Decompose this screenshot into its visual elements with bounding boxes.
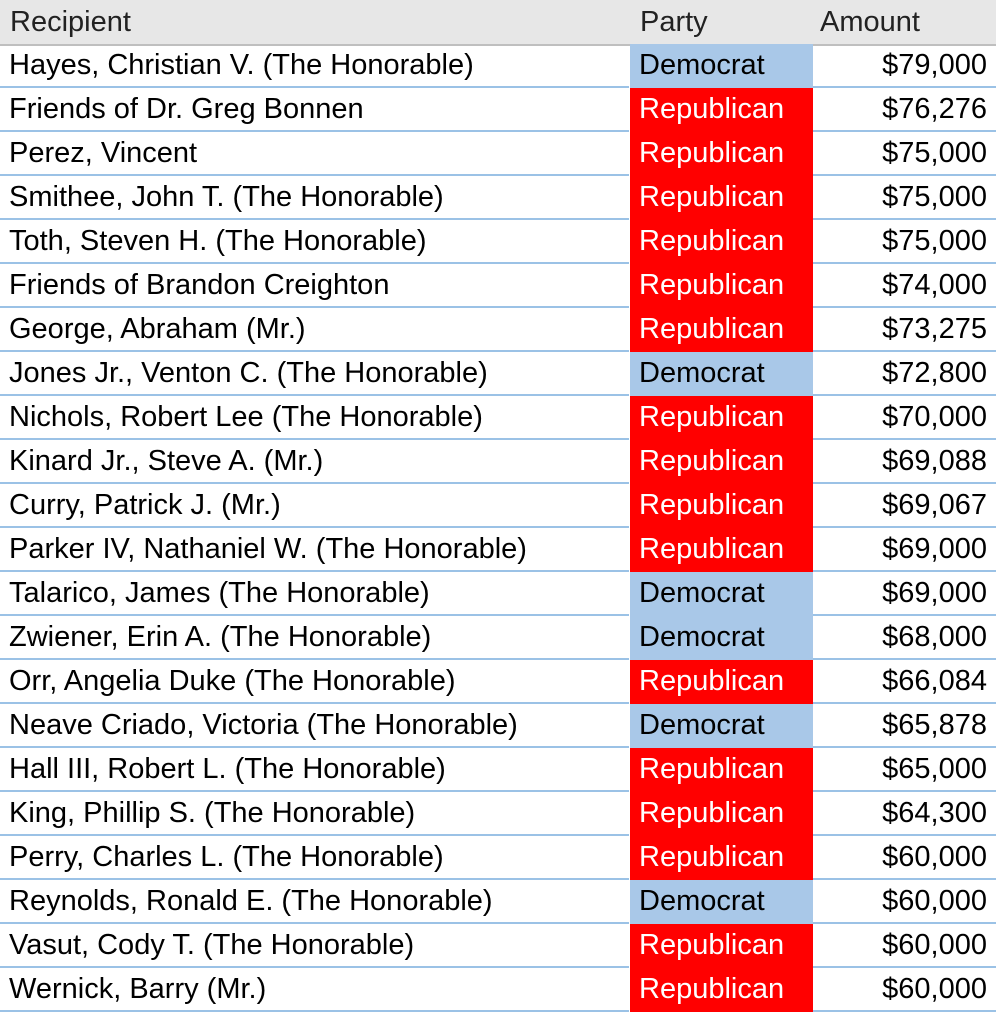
table-row [0, 88, 996, 132]
table-row [0, 308, 996, 352]
cell-recipient[interactable]: Vasut, Cody T. (The Honorable) [0, 924, 629, 968]
cell-recipient[interactable]: King, Phillip S. (The Honorable) [0, 792, 629, 836]
table-row [0, 44, 996, 88]
cell-party[interactable]: Republican [630, 748, 813, 792]
cell-recipient[interactable]: Perry, Charles L. (The Honorable) [0, 836, 629, 880]
cell-amount[interactable]: $65,878 [813, 704, 996, 748]
table-row [0, 616, 996, 660]
cell-recipient[interactable]: Toth, Steven H. (The Honorable) [0, 220, 629, 264]
cell-recipient[interactable]: Jones Jr., Venton C. (The Honorable) [0, 352, 629, 396]
cell-recipient[interactable]: Orr, Angelia Duke (The Honorable) [0, 660, 629, 704]
cell-recipient[interactable]: Parker IV, Nathaniel W. (The Honorable) [0, 528, 629, 572]
table-row [0, 836, 996, 880]
cell-recipient[interactable]: Friends of Brandon Creighton [0, 264, 629, 308]
cell-party[interactable]: Democrat [630, 572, 813, 616]
table-row [0, 396, 996, 440]
cell-party[interactable]: Republican [630, 88, 813, 132]
header-amount[interactable]: Amount [820, 6, 920, 38]
table-header-row [0, 0, 996, 46]
table-row [0, 176, 996, 220]
table-row [0, 352, 996, 396]
cell-recipient[interactable]: Zwiener, Erin A. (The Honorable) [0, 616, 629, 660]
table-row [0, 704, 996, 748]
cell-party[interactable]: Republican [630, 792, 813, 836]
cell-party[interactable]: Republican [630, 220, 813, 264]
cell-party[interactable]: Republican [630, 660, 813, 704]
cell-amount[interactable]: $66,084 [813, 660, 996, 704]
cell-recipient[interactable]: Wernick, Barry (Mr.) [0, 968, 629, 1012]
cell-party[interactable]: Republican [630, 836, 813, 880]
table-row [0, 264, 996, 308]
cell-party[interactable]: Republican [630, 440, 813, 484]
table-row [0, 484, 996, 528]
cell-amount[interactable]: $79,000 [813, 44, 996, 88]
header-recipient[interactable]: Recipient [10, 6, 131, 38]
cell-recipient[interactable]: Nichols, Robert Lee (The Honorable) [0, 396, 629, 440]
cell-amount[interactable]: $64,300 [813, 792, 996, 836]
cell-amount[interactable]: $75,000 [813, 220, 996, 264]
table-row [0, 748, 996, 792]
cell-amount[interactable]: $69,000 [813, 528, 996, 572]
cell-party[interactable]: Republican [630, 528, 813, 572]
cell-party[interactable]: Republican [630, 968, 813, 1012]
cell-recipient[interactable]: Curry, Patrick J. (Mr.) [0, 484, 629, 528]
cell-recipient[interactable]: Talarico, James (The Honorable) [0, 572, 629, 616]
table-row [0, 924, 996, 968]
table-row [0, 880, 996, 924]
cell-amount[interactable]: $60,000 [813, 924, 996, 968]
cell-amount[interactable]: $72,800 [813, 352, 996, 396]
cell-amount[interactable]: $70,000 [813, 396, 996, 440]
cell-party[interactable]: Republican [630, 132, 813, 176]
cell-recipient[interactable]: Hall III, Robert L. (The Honorable) [0, 748, 629, 792]
cell-party[interactable]: Republican [630, 924, 813, 968]
cell-amount[interactable]: $69,000 [813, 572, 996, 616]
cell-party[interactable]: Republican [630, 396, 813, 440]
cell-recipient[interactable]: Kinard Jr., Steve A. (Mr.) [0, 440, 629, 484]
cell-party[interactable]: Democrat [630, 44, 813, 88]
table-row [0, 528, 996, 572]
cell-amount[interactable]: $68,000 [813, 616, 996, 660]
cell-recipient[interactable]: Friends of Dr. Greg Bonnen [0, 88, 629, 132]
cell-recipient[interactable]: Neave Criado, Victoria (The Honorable) [0, 704, 629, 748]
cell-party[interactable]: Republican [630, 484, 813, 528]
cell-recipient[interactable]: Reynolds, Ronald E. (The Honorable) [0, 880, 629, 924]
table-row [0, 660, 996, 704]
cell-party[interactable]: Democrat [630, 352, 813, 396]
header-party[interactable]: Party [640, 6, 708, 38]
table-row [0, 968, 996, 1012]
cell-amount[interactable]: $75,000 [813, 176, 996, 220]
cell-amount[interactable]: $60,000 [813, 880, 996, 924]
cell-amount[interactable]: $69,088 [813, 440, 996, 484]
cell-recipient[interactable]: Hayes, Christian V. (The Honorable) [0, 44, 629, 88]
cell-party[interactable]: Republican [630, 176, 813, 220]
cell-party[interactable]: Democrat [630, 616, 813, 660]
cell-amount[interactable]: $74,000 [813, 264, 996, 308]
cell-recipient[interactable]: Smithee, John T. (The Honorable) [0, 176, 629, 220]
cell-recipient[interactable]: Perez, Vincent [0, 132, 629, 176]
table-row [0, 440, 996, 484]
cell-amount[interactable]: $60,000 [813, 968, 996, 1012]
cell-party[interactable]: Republican [630, 308, 813, 352]
table-row [0, 132, 996, 176]
cell-party[interactable]: Democrat [630, 704, 813, 748]
cell-recipient[interactable]: George, Abraham (Mr.) [0, 308, 629, 352]
cell-amount[interactable]: $76,276 [813, 88, 996, 132]
cell-amount[interactable]: $60,000 [813, 836, 996, 880]
cell-amount[interactable]: $75,000 [813, 132, 996, 176]
cell-amount[interactable]: $65,000 [813, 748, 996, 792]
table-row [0, 220, 996, 264]
cell-party[interactable]: Republican [630, 264, 813, 308]
cell-party[interactable]: Democrat [630, 880, 813, 924]
table-row [0, 792, 996, 836]
cell-amount[interactable]: $73,275 [813, 308, 996, 352]
table-row [0, 572, 996, 616]
cell-amount[interactable]: $69,067 [813, 484, 996, 528]
